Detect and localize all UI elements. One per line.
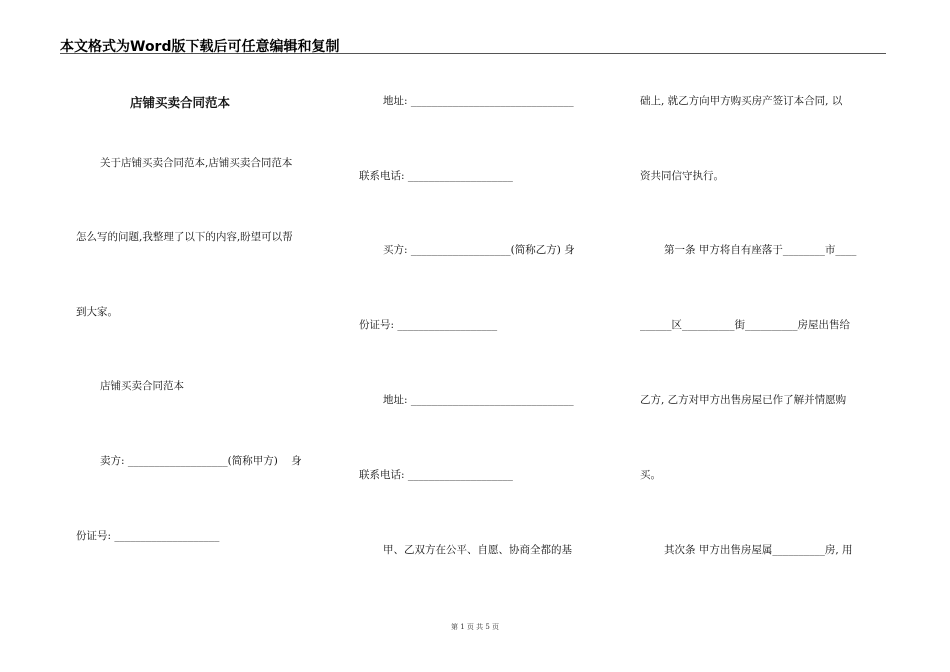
col2-line-7: 甲、乙双方在公平、自愿、协商全都的基 — [383, 544, 572, 556]
col3-line-1: 础上, 就乙方向甲方购买房产签订本合同, 以 — [640, 95, 843, 107]
seller-field: 卖方: ___________________(简称甲方) 身 — [100, 455, 302, 467]
article-1-line-3: 乙方, 乙方对甲方出售房屋已作了解并情愿购 — [640, 394, 847, 406]
buyer-address-field: 地址: _______________________________ — [383, 394, 574, 406]
article-1-line-4: 买。 — [640, 469, 661, 481]
seller-phone-field: 联系电话: ____________________ — [359, 170, 513, 182]
col1-line-5: 店铺买卖合同范本 — [100, 380, 184, 392]
article-1-line-2: ______区__________街__________房屋出售给 — [640, 319, 850, 331]
col1-line-3: 怎么写的问题,我整理了以下的内容,盼望可以帮 — [76, 231, 293, 243]
header-divider — [60, 53, 886, 54]
buyer-phone-field: 联系电话: ____________________ — [359, 469, 513, 481]
buyer-id-field: 份证号: ___________________ — [359, 319, 498, 331]
seller-address-field: 地址: _______________________________ — [383, 95, 574, 107]
col3-line-2: 资共同信守执行。 — [640, 170, 724, 182]
page-footer: 第 1 页 共 5 页 — [450, 623, 500, 631]
article-1-line-1: 第一条 甲方将自有座落于________市____ — [664, 244, 857, 256]
document-header-title: 本文格式为Word版下载后可任意编辑和复制 — [60, 39, 340, 55]
col1-line-2: 关于店铺买卖合同范本,店铺买卖合同范本 — [100, 157, 293, 169]
seller-id-field: 份证号: ____________________ — [76, 530, 220, 542]
contract-title: 店铺买卖合同范本 — [130, 95, 231, 110]
col1-line-4: 到大家。 — [76, 306, 118, 318]
buyer-field: 买方: ___________________(简称乙方) 身 — [383, 244, 575, 256]
article-2-line-1: 其次条 甲方出售房屋属__________房, 用 — [664, 544, 853, 556]
